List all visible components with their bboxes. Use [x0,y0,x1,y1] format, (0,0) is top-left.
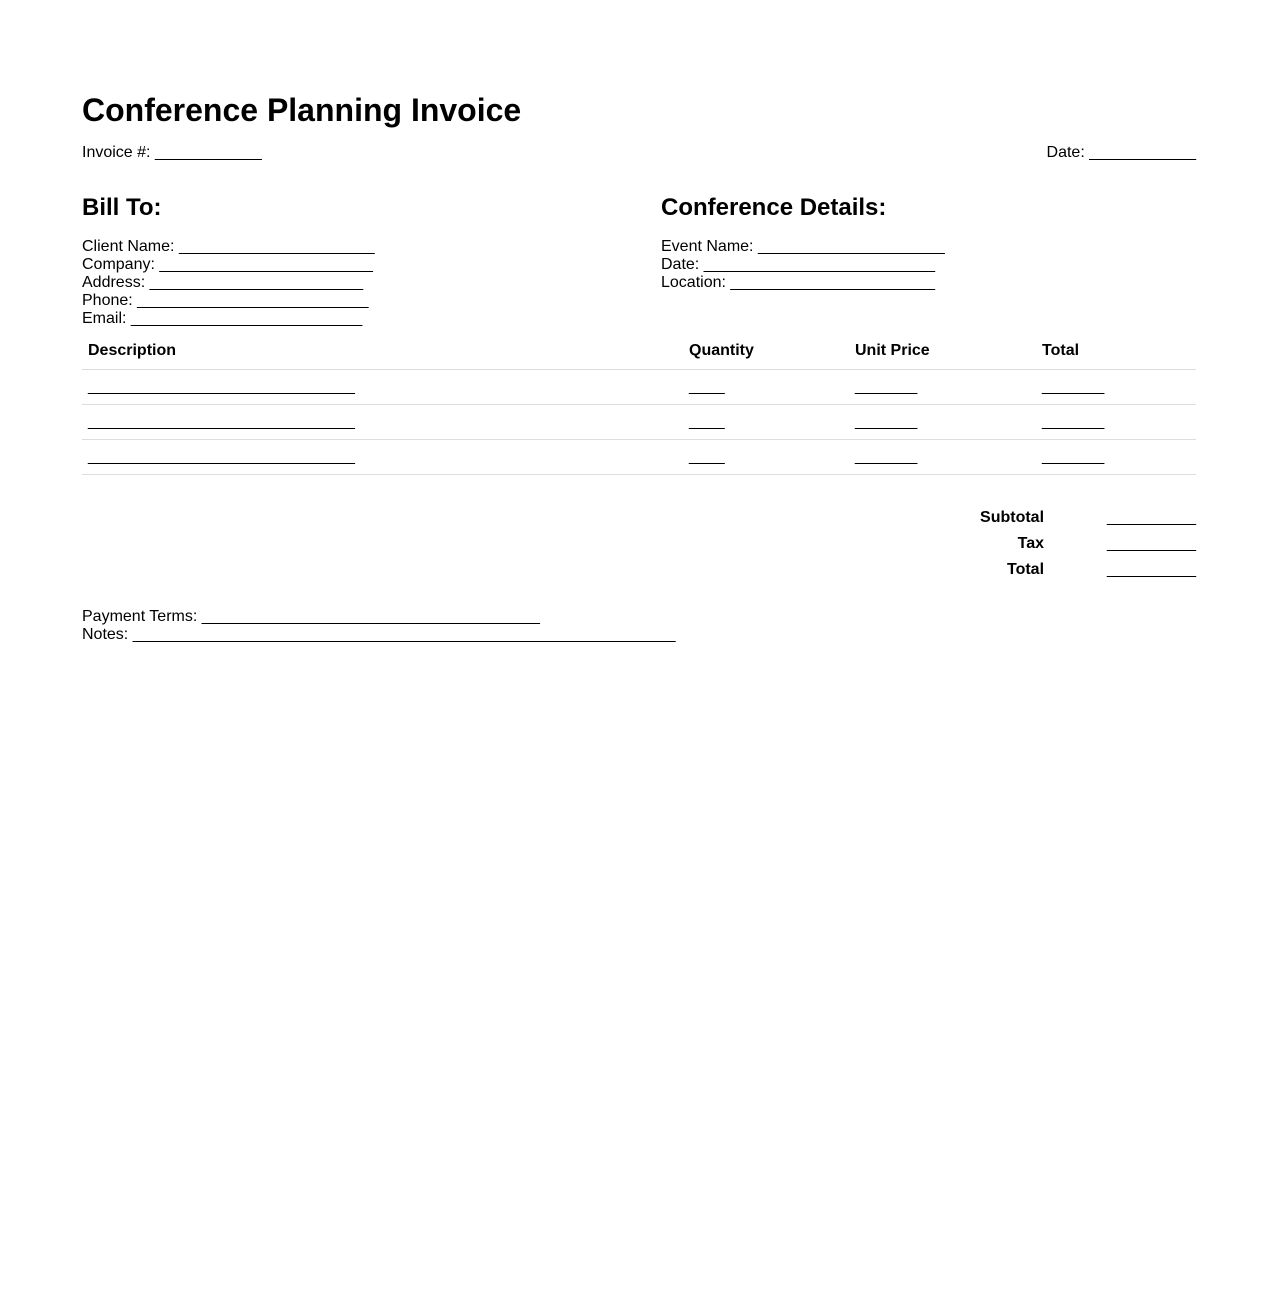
field-blank: ______________________ [178,238,375,255]
notes-field [82,626,676,644]
event-name-field [661,238,1221,256]
invoice-date-label: Date: [1046,144,1085,161]
client-name-field [82,238,642,256]
phone-field [82,292,642,310]
field-blank: _____________________ [757,238,945,255]
bill-to-section [82,193,642,328]
tax-label: Tax [1017,535,1045,552]
conference-details-fields [661,238,1221,292]
tax-row [980,531,1196,557]
quantity-cell: ____ [683,370,849,405]
invoice-number-field [82,144,262,162]
grand-total-blank: __________ [1107,561,1196,578]
payment-terms-blank: ______________________________________ [201,608,540,625]
quantity-cell: ____ [683,405,849,440]
notes-blank: _____________________________________________________________ [132,626,676,643]
field-blank: __________________________ [130,310,363,327]
field-label: Event Name: [661,238,754,255]
field-label: Client Name: [82,238,175,255]
column-header-quantity: Quantity [683,334,849,370]
invoice-date-field [1047,144,1196,162]
subtotal-label: Subtotal [980,509,1045,526]
field-label: Date: [661,256,700,273]
invoice-number-blank: ____________ [154,144,262,161]
description-cell: ______________________________ [82,370,683,405]
field-label: Location: [661,274,726,291]
column-header-description: Description [82,334,683,370]
column-header-unit-price: Unit Price [849,334,1036,370]
column-header-total: Total [1036,334,1196,370]
table-row [82,370,1196,405]
event-date-field [661,256,1221,274]
address-field [82,274,642,292]
field-blank: ________________________ [149,274,364,291]
tax-blank: __________ [1107,535,1196,552]
unit-price-cell: _______ [849,370,1036,405]
description-cell: ______________________________ [82,440,683,475]
description-cell: ______________________________ [82,405,683,440]
totals-table [980,505,1196,583]
field-blank: _______________________ [730,274,936,291]
subtotal-blank: __________ [1107,509,1196,526]
field-blank: __________________________ [137,292,369,309]
subtotal-row [980,505,1196,531]
invoice-date-blank: ____________ [1089,144,1196,161]
footer-fields [82,608,676,644]
table-header-row [82,334,1196,370]
bill-to-heading: Bill To: [82,194,162,221]
unit-price-cell: _______ [849,405,1036,440]
line-items-table [82,334,1196,475]
field-label: Address: [82,274,146,291]
field-label: Company: [82,256,155,273]
invoice-meta-row [82,144,1196,162]
notes-label: Notes: [82,626,129,643]
location-field [661,274,1221,292]
conference-details-section [661,193,1221,292]
total-cell: _______ [1036,370,1196,405]
bill-to-fields [82,238,642,328]
payment-terms-label: Payment Terms: [82,608,198,625]
invoice-title: Conference Planning Invoice [82,92,522,128]
table-row [82,405,1196,440]
email-field [82,310,642,328]
quantity-cell: ____ [683,440,849,475]
total-cell: _______ [1036,440,1196,475]
field-label: Email: [82,310,127,327]
conference-details-heading: Conference Details: [661,194,887,221]
invoice-number-label: Invoice #: [82,144,151,161]
unit-price-cell: _______ [849,440,1036,475]
field-label: Phone: [82,292,133,309]
grand-total-label: Total [1006,561,1045,578]
field-blank: __________________________ [703,256,936,273]
payment-terms-field [82,608,676,626]
grand-total-row [980,557,1196,583]
company-field [82,256,642,274]
table-row [82,440,1196,475]
total-cell: _______ [1036,405,1196,440]
field-blank: ________________________ [159,256,373,273]
